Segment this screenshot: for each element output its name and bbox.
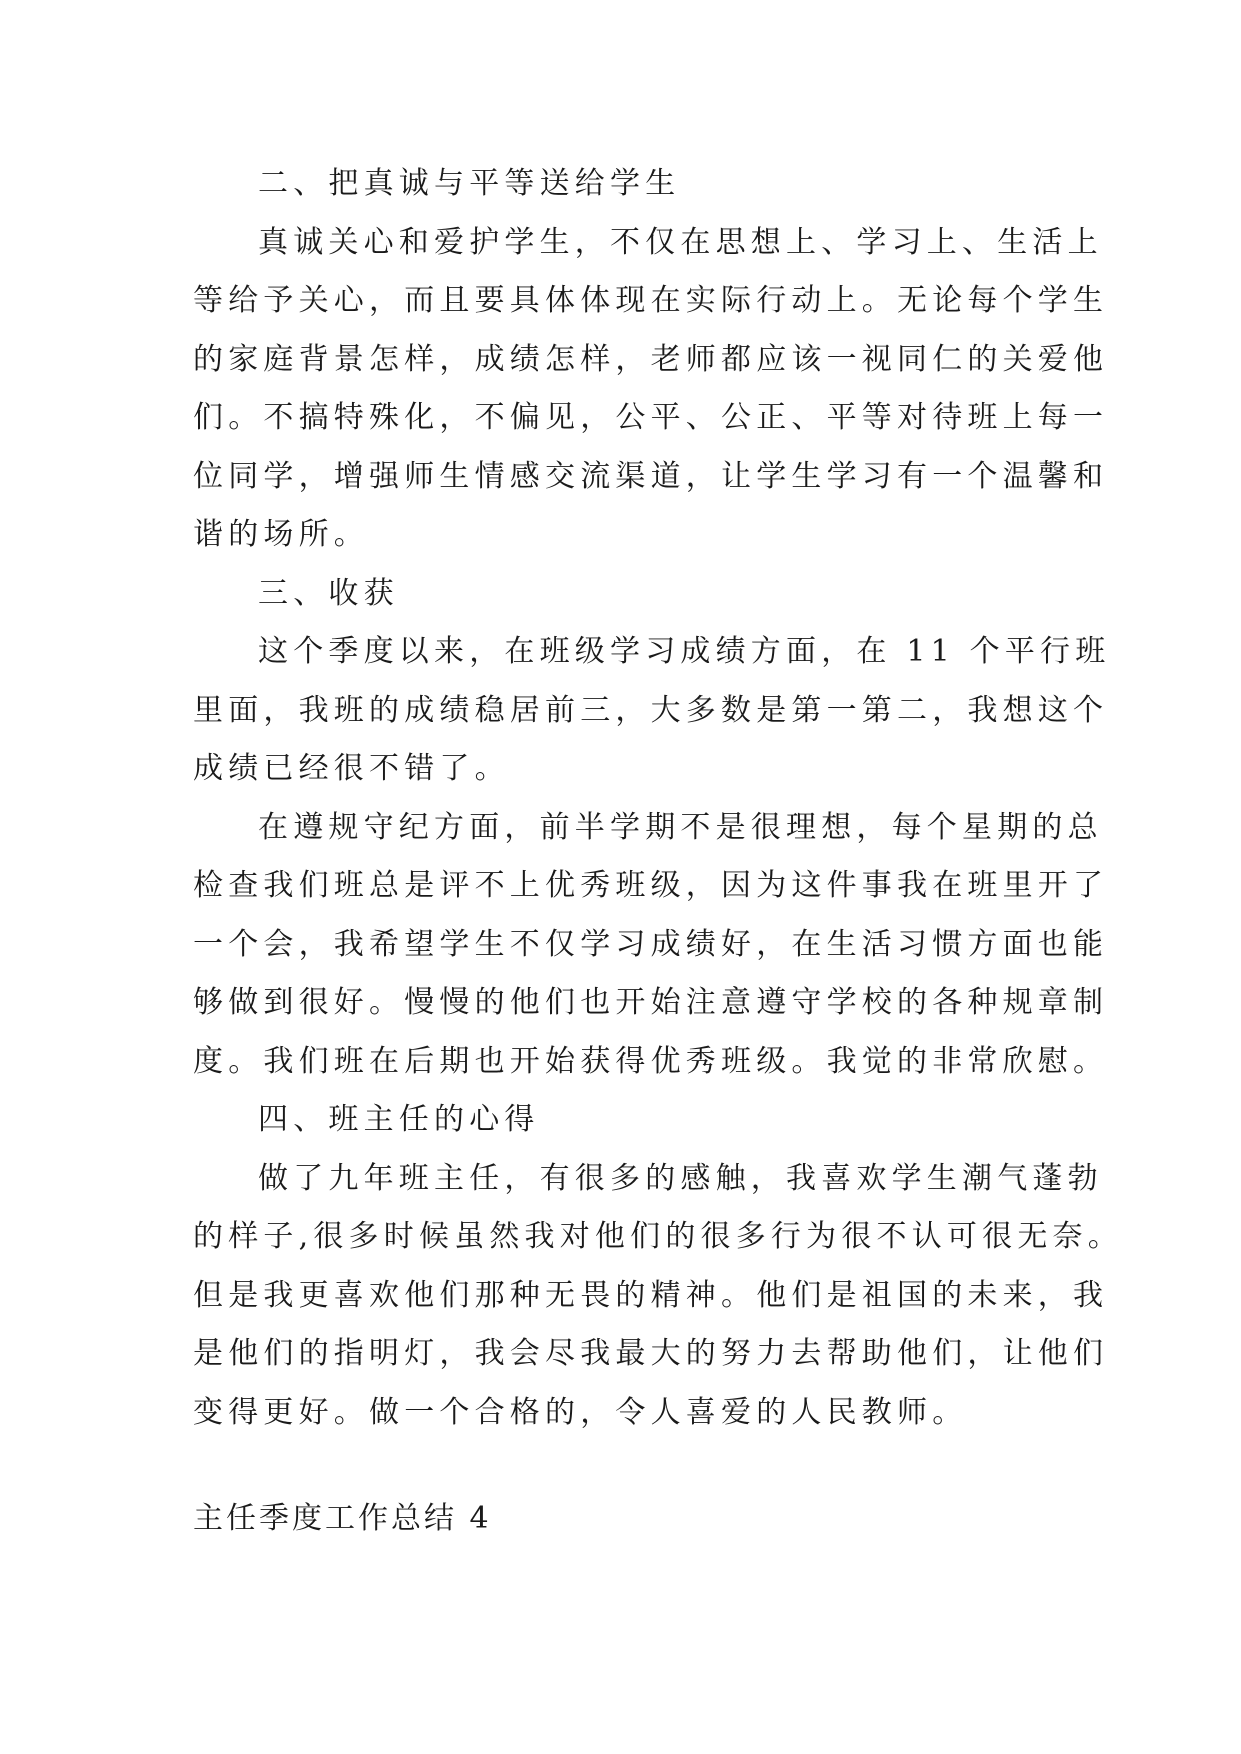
paragraph-line: 等给予关心，而且要具体体现在实际行动上。无论每个学生 <box>193 283 1109 318</box>
paragraph-line: 们。不搞特殊化，不偏见，公平、公正、平等对待班上每一 <box>193 400 1109 435</box>
document-title: 主任季度工作总结 4 <box>193 1501 492 1536</box>
paragraph-line: 变得更好。做一个合格的，令人喜爱的人民教师。 <box>193 1394 968 1430</box>
paragraph-line: 的样子,很多时候虽然我对他们的很多行为很不认可很无奈。 <box>193 1219 1123 1254</box>
paragraph-line: 的家庭背景怎样，成绩怎样，老师都应该一视同仁的关爱他 <box>193 341 1109 377</box>
paragraph-line: 是他们的指明灯，我会尽我最大的努力去帮助他们，让他们 <box>193 1336 1109 1371</box>
section-heading: 四、班主任的心得 <box>258 1102 540 1137</box>
paragraph-line: 里面，我班的成绩稳居前三，大多数是第一第二，我想这个 <box>193 692 1109 728</box>
section-heading: 三、收获 <box>258 575 399 611</box>
paragraph-line: 在遵规守纪方面，前半学期不是很理想，每个星期的总 <box>258 809 1103 845</box>
paragraph-line: 检查我们班总是评不上优秀班级，因为这件事我在班里开了 <box>193 868 1109 903</box>
paragraph-line: 度。我们班在后期也开始获得优秀班级。我觉的非常欣慰。 <box>193 1043 1109 1079</box>
paragraph-line: 做了九年班主任，有很多的感触，我喜欢学生潮气蓬勃 <box>258 1160 1103 1196</box>
paragraph-line: 位同学，增强师生情感交流渠道，让学生学习有一个温馨和 <box>193 458 1109 494</box>
paragraph-line: 谐的场所。 <box>193 517 369 552</box>
document-body <box>193 155 1123 1442</box>
paragraph-line: 真诚关心和爱护学生，不仅在思想上、学习上、生活上 <box>258 224 1103 260</box>
paragraph-line: 成绩已经很不错了。 <box>193 751 510 786</box>
paragraph-line: 但是我更喜欢他们那种无畏的精神。他们是祖国的未来，我 <box>193 1277 1109 1313</box>
section-heading: 二、把真诚与平等送给学生 <box>258 166 681 201</box>
paragraph-line: 这个季度以来，在班级学习成绩方面，在 11 个平行班 <box>258 634 1111 669</box>
paragraph-line: 够做到很好。慢慢的他们也开始注意遵守学校的各种规章制 <box>193 985 1109 1020</box>
paragraph-line: 一个会，我希望学生不仅学习成绩好，在生活习惯方面也能 <box>193 926 1109 962</box>
